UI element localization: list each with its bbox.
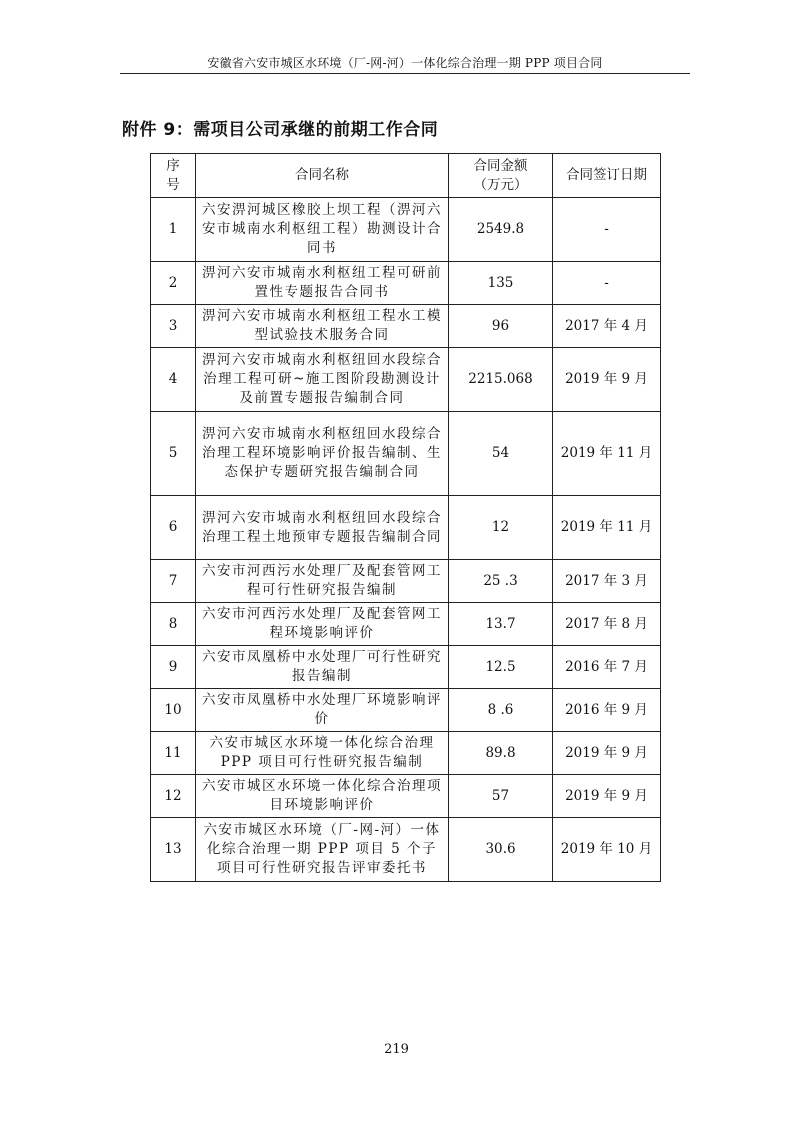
table-row — [151, 348, 661, 412]
contract-date: 2017 年 8 月 — [553, 603, 661, 646]
contract-name: 六安市河西污水处理厂及配套管网工程环境影响评价 — [196, 603, 449, 646]
table-row — [151, 496, 661, 560]
contract-amount: 12 — [449, 496, 553, 560]
header-no-line2: 号 — [166, 176, 180, 193]
table-row — [151, 603, 661, 646]
row-number: 11 — [151, 732, 196, 775]
contract-amount: 96 — [449, 305, 553, 348]
row-number: 8 — [151, 603, 196, 646]
table-row — [151, 412, 661, 496]
contract-date: 2016 年 9 月 — [553, 689, 661, 732]
header-amount — [449, 154, 553, 198]
contract-name: 六安市城区水环境一体化综合治理 PPP 项目可行性研究报告编制 — [196, 732, 449, 775]
table-row — [151, 775, 661, 818]
table-body — [151, 198, 661, 882]
header-no-line1: 序 — [166, 157, 180, 174]
header-name: 合同名称 — [196, 154, 449, 198]
contract-name: 六安市城区水环境（厂-网-河）一体化综合治理一期 PPP 项目 5 个子项目可行性研究报告评审委托书 — [196, 818, 449, 882]
header-no — [151, 154, 196, 198]
contract-amount: 13.7 — [449, 603, 553, 646]
table-row — [151, 262, 661, 305]
contract-date: 2019 年 9 月 — [553, 775, 661, 818]
table-row — [151, 818, 661, 882]
contract-date: 2016 年 7 月 — [553, 646, 661, 689]
contracts-table — [150, 153, 661, 882]
table-row — [151, 646, 661, 689]
running-header: 安徽省六安市城区水环境（厂-网-河）一体化综合治理一期 PPP 项目合同 — [207, 56, 603, 70]
contract-date: 2019 年 9 月 — [553, 732, 661, 775]
header-amount-line2: （万元） — [473, 176, 528, 193]
contract-amount: 2549.8 — [449, 198, 553, 262]
contract-name: 淠河六安市城南水利枢纽工程水工模型试验技术服务合同 — [196, 305, 449, 348]
contract-name: 淠河六安市城南水利枢纽回水段综合治理工程土地预审专题报告编制合同 — [196, 496, 449, 560]
table-header-row — [151, 154, 661, 198]
row-number: 6 — [151, 496, 196, 560]
contract-date: 2019 年 10 月 — [553, 818, 661, 882]
contract-amount: 57 — [449, 775, 553, 818]
contract-name: 六安市河西污水处理厂及配套管网工程可行性研究报告编制 — [196, 560, 449, 603]
row-number: 5 — [151, 412, 196, 496]
row-number: 13 — [151, 818, 196, 882]
contract-name: 六安市城区水环境一体化综合治理项目环境影响评价 — [196, 775, 449, 818]
header-date: 合同签订日期 — [553, 154, 661, 198]
table-row — [151, 560, 661, 603]
contract-amount: 8 .6 — [449, 689, 553, 732]
header-rule — [120, 73, 690, 74]
contract-amount: 2215.068 — [449, 348, 553, 412]
table-row — [151, 305, 661, 348]
contract-date: - — [553, 262, 661, 305]
row-number: 10 — [151, 689, 196, 732]
contract-date: 2017 年 3 月 — [553, 560, 661, 603]
contract-date: 2017 年 4 月 — [553, 305, 661, 348]
contract-date: 2019 年 11 月 — [553, 412, 661, 496]
contract-amount: 25 .3 — [449, 560, 553, 603]
contract-amount: 135 — [449, 262, 553, 305]
page-number: 219 — [384, 1042, 409, 1057]
row-number: 12 — [151, 775, 196, 818]
table-row — [151, 689, 661, 732]
header-amount-line1: 合同金额 — [473, 157, 528, 174]
row-number: 3 — [151, 305, 196, 348]
contract-date: - — [553, 198, 661, 262]
contract-amount: 54 — [449, 412, 553, 496]
row-number: 1 — [151, 198, 196, 262]
contract-date: 2019 年 11 月 — [553, 496, 661, 560]
contract-name: 淠河六安市城南水利枢纽回水段综合治理工程环境影响评价报告编制、生态保护专题研究报告编制合同 — [196, 412, 449, 496]
contract-name: 六安市凤凰桥中水处理厂可行性研究报告编制 — [196, 646, 449, 689]
row-number: 7 — [151, 560, 196, 603]
contract-amount: 89.8 — [449, 732, 553, 775]
contract-date: 2019 年 9 月 — [553, 348, 661, 412]
contract-name: 六安市凤凰桥中水处理厂环境影响评价 — [196, 689, 449, 732]
row-number: 9 — [151, 646, 196, 689]
table-row — [151, 732, 661, 775]
appendix-title: 附件 9：需项目公司承继的前期工作合同 — [122, 120, 439, 140]
contract-name: 淠河六安市城南水利枢纽回水段综合治理工程可研~施工图阶段勘测设计及前置专题报告编制合同 — [196, 348, 449, 412]
table-row — [151, 198, 661, 262]
row-number: 4 — [151, 348, 196, 412]
contract-amount: 12.5 — [449, 646, 553, 689]
contract-name: 六安淠河城区橡胶上坝工程（淠河六安市城南水利枢纽工程）勘测设计合同书 — [196, 198, 449, 262]
contract-name: 淠河六安市城南水利枢纽工程可研前置性专题报告合同书 — [196, 262, 449, 305]
contract-amount: 30.6 — [449, 818, 553, 882]
row-number: 2 — [151, 262, 196, 305]
